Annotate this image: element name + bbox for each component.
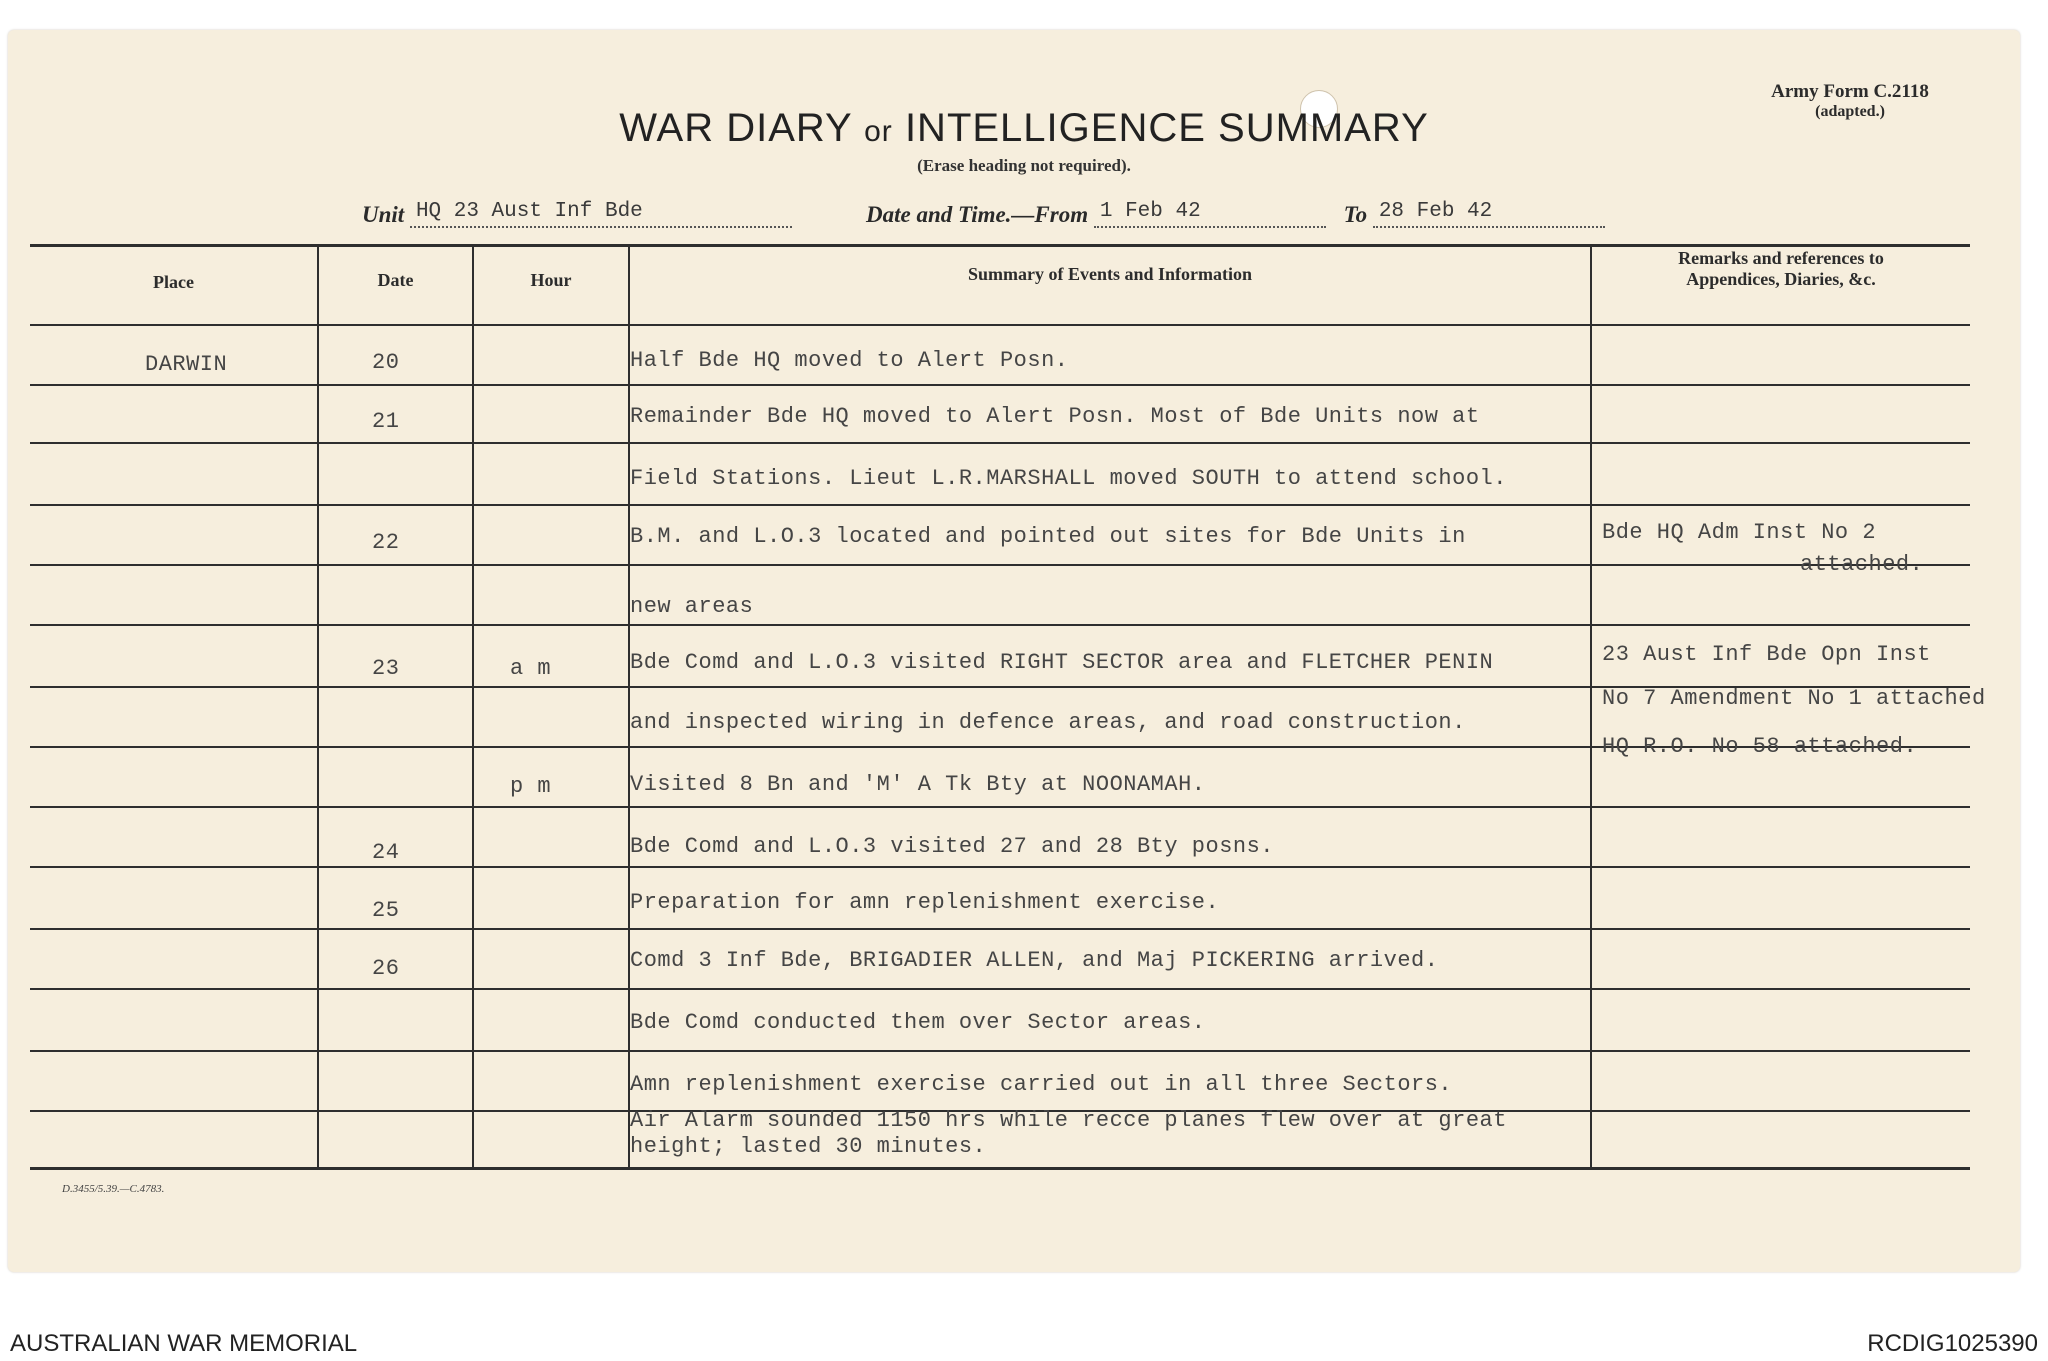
unit-field — [362, 200, 792, 228]
table-bottom-rule — [30, 1167, 1970, 1170]
header-bottom-rule — [30, 324, 1970, 326]
form-number-text: Army Form C.2118 — [1771, 81, 1929, 102]
title-war-diary: WAR DIARY — [619, 106, 852, 150]
row-rule — [30, 988, 1970, 990]
unit-value: HQ 23 Aust Inf Bde — [410, 200, 792, 228]
cell-date: 21 — [372, 409, 400, 434]
row-rule — [30, 504, 1970, 506]
cell-summary: Bde Comd and L.O.3 visited RIGHT SECTOR area and FLETCHER PENIN — [630, 650, 1494, 675]
divider-place-date — [317, 244, 319, 1169]
row-rule — [30, 564, 1970, 566]
page-title — [0, 106, 2048, 151]
cell-date: 20 — [372, 350, 400, 375]
cell-remarks: No 7 Amendment No 1 attached — [1602, 686, 1986, 711]
row-rule — [30, 624, 1970, 626]
cell-summary: Visited 8 Bn and 'M' A Tk Bty at NOONAMAH. — [630, 772, 1206, 797]
cell-summary: Bde Comd and L.O.3 visited 27 and 28 Bty posns. — [630, 834, 1275, 859]
cell-remarks: Bde HQ Adm Inst No 2 — [1602, 520, 1877, 545]
title-or: or — [864, 115, 893, 148]
row-rule — [30, 384, 1970, 386]
cell-summary: Field Stations. Lieut L.R.MARSHALL moved SOUTH to attend school. — [630, 466, 1507, 491]
col-head-hour: Hour — [530, 270, 572, 290]
date-range-field — [866, 200, 1605, 228]
date-to-label: To — [1343, 202, 1368, 227]
cell-summary: B.M. and L.O.3 located and pointed out sites for Bde Units in — [630, 524, 1466, 549]
cell-summary: Half Bde HQ moved to Alert Posn. — [630, 348, 1069, 373]
divider-summary-remarks — [1590, 244, 1592, 1169]
cell-date: 23 — [372, 656, 400, 681]
row-rule — [30, 1050, 1970, 1052]
row-rule — [30, 442, 1970, 444]
unit-label: Unit — [362, 202, 405, 227]
row-rule — [30, 806, 1970, 808]
col-head-remarks — [1592, 248, 1970, 290]
footer-archive-name: AUSTRALIAN WAR MEMORIAL — [10, 1330, 358, 1357]
cell-summary: and inspected wiring in defence areas, and road construction. — [630, 710, 1466, 735]
cell-date: 22 — [372, 530, 400, 555]
cell-date: 24 — [372, 840, 400, 865]
cell-summary: height; lasted 30 minutes. — [630, 1134, 987, 1159]
cell-hour: a m — [510, 656, 552, 681]
col-head-date: Date — [377, 270, 414, 290]
cell-hour: p m — [510, 774, 552, 799]
date-from-label: Date and Time.—From — [866, 202, 1089, 227]
cell-place: DARWIN — [145, 352, 228, 377]
printer-mark: D.3455/5.39.—C.4783. — [62, 1183, 165, 1195]
table-top-rule — [30, 244, 1970, 247]
cell-date: 26 — [372, 956, 400, 981]
cell-summary: new areas — [630, 594, 754, 619]
cell-summary: Remainder Bde HQ moved to Alert Posn. Most of Bde Units now at — [630, 404, 1480, 429]
col-head-place: Place — [153, 272, 194, 292]
erase-heading-note: (Erase heading not required). — [917, 156, 1131, 175]
cell-summary: Bde Comd conducted them over Sector areas. — [630, 1010, 1206, 1035]
cell-summary: Air Alarm sounded 1150 hrs while recce planes flew over at great — [630, 1108, 1507, 1133]
date-from-value: 1 Feb 42 — [1094, 200, 1326, 228]
date-to-value: 28 Feb 42 — [1373, 200, 1605, 228]
cell-summary: Amn replenishment exercise carried out in all three Sectors. — [630, 1072, 1453, 1097]
form-adapted-text: (adapted.) — [1815, 103, 1885, 120]
col-head-summary: Summary of Events and Information — [967, 264, 1253, 284]
cell-remarks: attached. — [1800, 552, 1924, 577]
cell-summary: Preparation for amn replenishment exercise. — [630, 890, 1220, 915]
cell-remarks: HQ R.O. No 58 attached. — [1602, 734, 1918, 759]
col-head-remarks-line-2: Appendices, Diaries, &c. — [1686, 269, 1876, 289]
row-rule — [30, 928, 1970, 930]
footer-record-id: RCDIG1025390 — [1867, 1330, 2038, 1357]
divider-date-hour — [472, 244, 474, 1169]
cell-summary: Comd 3 Inf Bde, BRIGADIER ALLEN, and Maj PICKERING arrived. — [630, 948, 1439, 973]
cell-date: 25 — [372, 898, 400, 923]
row-rule — [30, 866, 1970, 868]
cell-remarks: 23 Aust Inf Bde Opn Inst — [1602, 642, 1931, 667]
title-intelligence-summary: INTELLIGENCE SUMMARY — [904, 106, 1429, 150]
col-head-remarks-line-1: Remarks and references to — [1678, 248, 1884, 268]
